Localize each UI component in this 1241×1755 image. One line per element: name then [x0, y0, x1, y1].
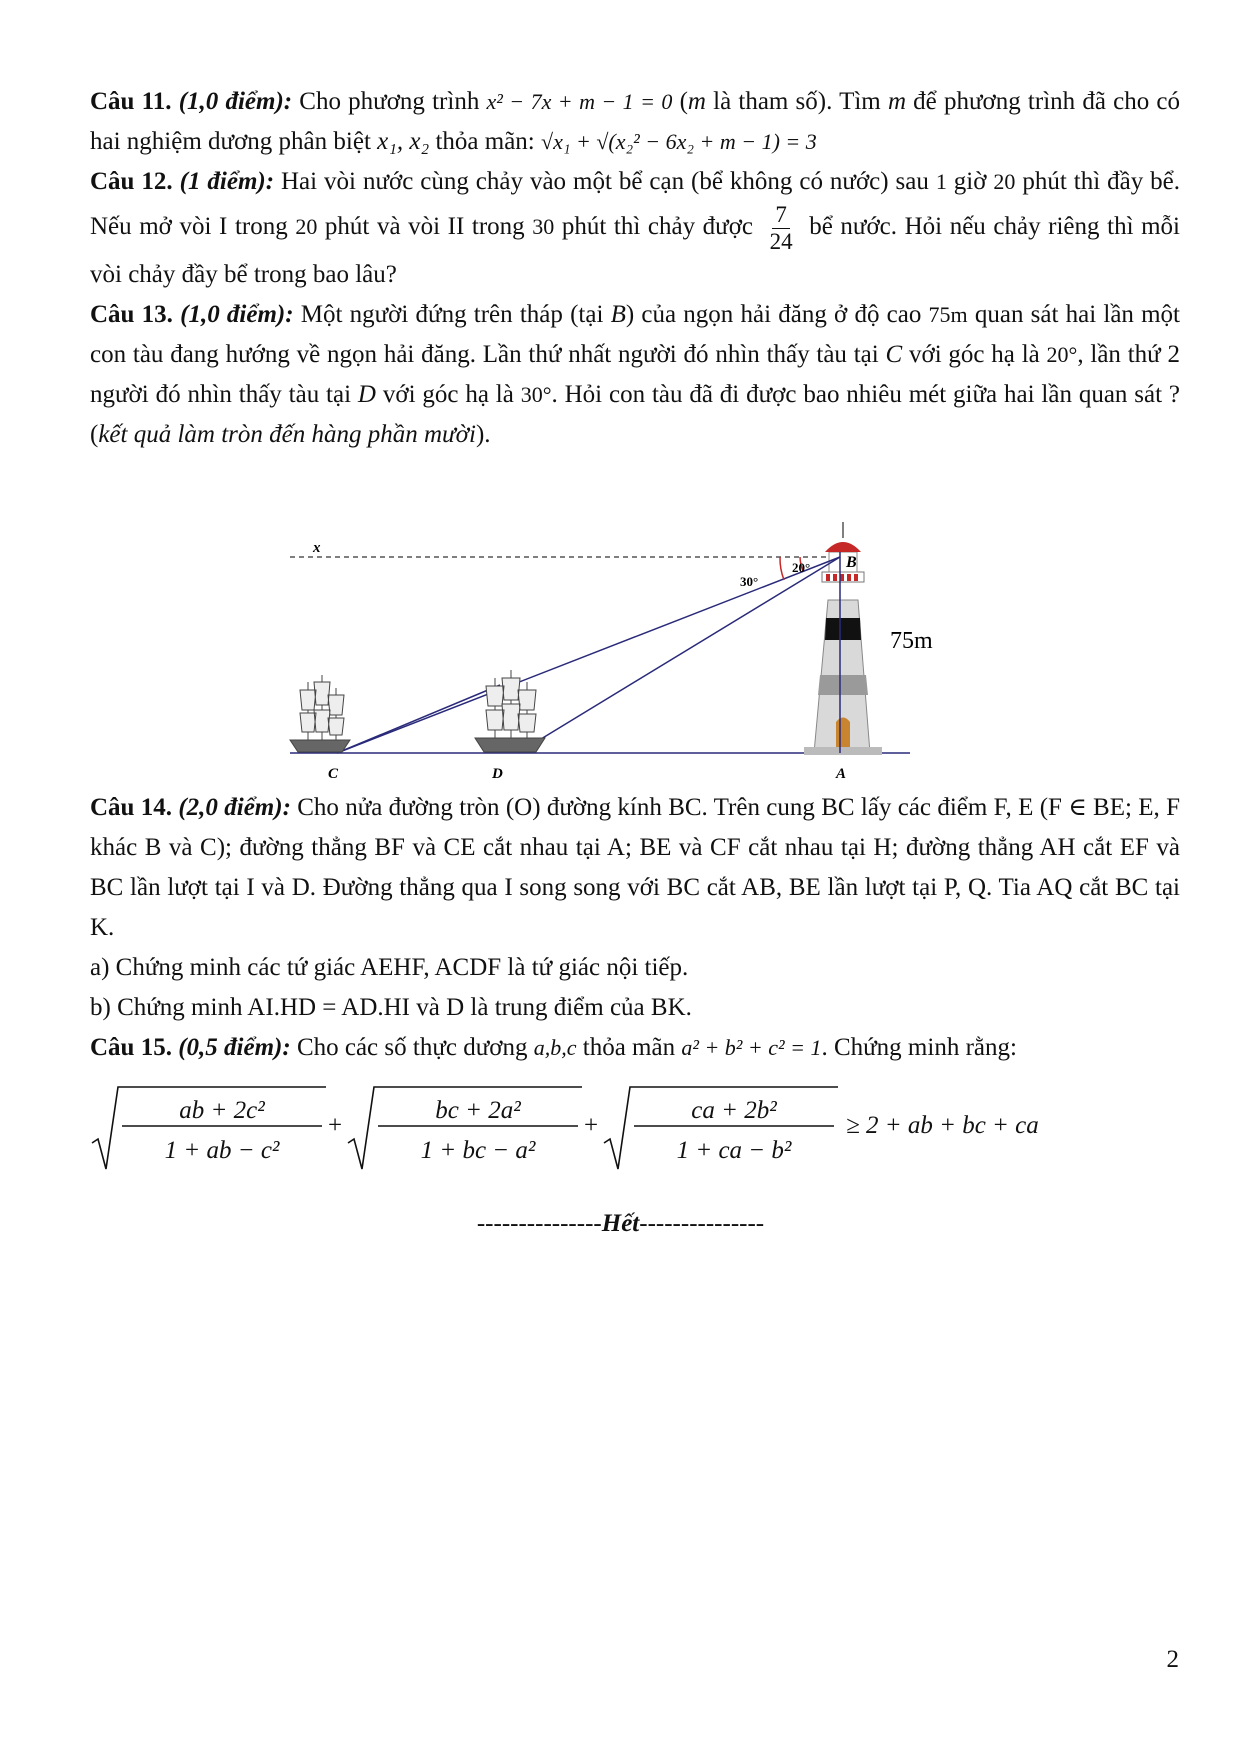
q12-fraction: [767, 202, 796, 255]
label-b: B: [846, 554, 857, 571]
q13-text-1: Một người đứng trên tháp (tại: [293, 301, 611, 328]
q15-text-2: thỏa mãn: [576, 1034, 682, 1061]
f1-numerator: ab + 2c²: [179, 1097, 265, 1124]
q13-text-6: với góc hạ là: [375, 381, 521, 408]
q13-label: Câu 13.: [90, 301, 173, 328]
q13-text-2: ) của ngọn hải đăng ở độ cao: [625, 301, 929, 328]
f2-denominator: 1 + bc − a²: [420, 1137, 536, 1164]
q15-abc: a,b,c: [533, 1035, 577, 1060]
end-word: Hết: [601, 1210, 640, 1237]
label-height: 75m: [890, 628, 933, 654]
question-13: [90, 295, 1180, 455]
inequality: [90, 1083, 1190, 1188]
q13-text-5: , lần thứ 2 người đó nhìn thấy tàu tại: [90, 341, 1180, 408]
angle-arc-30: [780, 557, 784, 580]
q12-fraction-den: 24: [769, 229, 793, 254]
q11-condition: √x₁ + √(x₂² − 6x₂ + m − 1) = 3: [541, 129, 817, 154]
label-angle-20: 20°: [792, 560, 811, 575]
f3-numerator: ca + 2b²: [691, 1097, 777, 1124]
question-11: [90, 82, 1180, 162]
q13-note: kết quả làm tròn đến hàng phần mười: [98, 421, 476, 448]
q11-text-4: để phương trình đã cho có hai nghiệm dương phân biệt: [90, 88, 1180, 155]
q14-label: Câu 14.: [90, 794, 173, 821]
question-12: [90, 162, 1180, 295]
q11-text-2: (: [672, 88, 688, 115]
sightline-bc: [337, 557, 840, 753]
q13-text-7: . Hỏi con tàu đã đi được bao nhiêu mét giữa hai lần quan sát ? (: [90, 381, 1181, 448]
q12-text-1: Hai vòi nước cùng chảy vào một bể cạn (bể không có nước) sau: [274, 168, 936, 195]
q12-text-3: phút thì đầy bể. Nếu mở vòi I trong: [90, 168, 1181, 241]
end-dashes-left: ---------------: [476, 1210, 602, 1237]
q15-points: (0,5 điểm):: [178, 1034, 291, 1061]
label-x: x: [313, 540, 321, 556]
q14-text: Cho nửa đường tròn (O) đường kính BC. Trên cung BC lấy các điểm F, E (F ∈ BE; E, F khác B và C); đường thẳng BF và CE cắt nhau tại A; BE và CF cắt nhau tại H; đường thẳng AH cắt EF và BC lần lượt tại I và D. Đường thẳng qua I song song với BC cắt AB, BE lần lượt tại P, Q. Tia AQ cắt BC tại K.: [90, 794, 1181, 941]
q13-height: 75m: [928, 302, 968, 327]
q12-num-2: 20: [993, 169, 1016, 194]
end-dashes-right: ---------------: [639, 1210, 765, 1237]
f2-numerator: bc + 2a²: [435, 1097, 521, 1124]
q12-text-2: giờ: [946, 168, 994, 195]
q11-text-5: thỏa mãn:: [429, 128, 541, 155]
end-marker: [0, 1210, 1241, 1238]
q12-num-1: 1: [935, 169, 947, 194]
q13-text-8: ).: [475, 421, 491, 448]
question-15: [90, 1028, 1180, 1068]
q13-text-4: với góc hạ là: [902, 341, 1047, 368]
q11-label: Câu 11.: [90, 88, 172, 115]
q12-text-6: bể nước. Hỏi nếu chảy riêng thì mỗi vòi chảy đầy bể trong bao lâu?: [90, 213, 1180, 288]
label-angle-30: 30°: [740, 574, 759, 589]
q15-label: Câu 15.: [90, 1034, 172, 1061]
q13-c: C: [885, 341, 903, 368]
q12-text-5: phút thì chảy được: [554, 213, 761, 241]
q11-text-3: là tham số). Tìm: [705, 88, 888, 115]
q13-angle-1: 20°: [1046, 342, 1078, 367]
q13-d: D: [357, 381, 376, 408]
q12-text-4: phút và vòi II trong: [317, 213, 533, 241]
sightline-bd: [518, 557, 840, 753]
q11-m2: m: [887, 88, 906, 115]
question-14b: b) Chứng minh AI.HD = AD.HI và D là trung điểm của BK.: [90, 994, 692, 1021]
lighthouse-figure: [280, 510, 980, 780]
question-14a: a) Chứng minh các tứ giác AEHF, ACDF là tứ giác nội tiếp.: [90, 954, 689, 981]
q15-text-3: . Chứng minh rằng:: [821, 1034, 1017, 1061]
plus-1: +: [328, 1112, 343, 1139]
q12-label: Câu 12.: [90, 168, 173, 195]
q12-fraction-num: 7: [772, 202, 790, 229]
f3-denominator: 1 + ca − b²: [676, 1137, 792, 1164]
q11-vars: x₁, x₂: [377, 128, 430, 155]
ship-at-c: [290, 675, 350, 752]
q15-text-1: Cho các số thực dương: [290, 1034, 534, 1061]
q11-points: (1,0 điểm):: [178, 88, 293, 115]
label-a: A: [836, 766, 847, 780]
f1-denominator: 1 + ab − c²: [164, 1137, 280, 1164]
q12-num-4: 30: [532, 214, 555, 240]
q13-b: B: [610, 301, 626, 328]
label-d: D: [492, 766, 503, 780]
question-14: [90, 788, 1180, 948]
q15-condition: a² + b² + c² = 1: [681, 1035, 822, 1060]
line-ce: [337, 685, 500, 753]
plus-2: +: [584, 1112, 599, 1139]
q13-text-3: quan sát hai lần một con tàu đang hướng về ngọn hải đăng. Lần thứ nhất người đó nhìn thấy tàu tại: [90, 301, 1181, 368]
q14-points: (2,0 điểm):: [178, 794, 291, 821]
q11-equation: x² − 7x + m − 1 = 0: [486, 89, 673, 114]
q11-text-1: Cho phương trình: [292, 88, 487, 115]
q12-points: (1 điểm):: [179, 168, 275, 195]
page-number: 2: [1166, 1646, 1179, 1673]
label-c: C: [328, 766, 339, 780]
q13-points: (1,0 điểm):: [180, 301, 294, 328]
q13-angle-2: 30°: [520, 382, 552, 407]
ship-at-d: [475, 670, 545, 752]
rhs: ≥ 2 + ab + bc + ca: [846, 1112, 1039, 1139]
q12-num-3: 20: [295, 214, 318, 240]
q11-m: m: [687, 88, 706, 115]
